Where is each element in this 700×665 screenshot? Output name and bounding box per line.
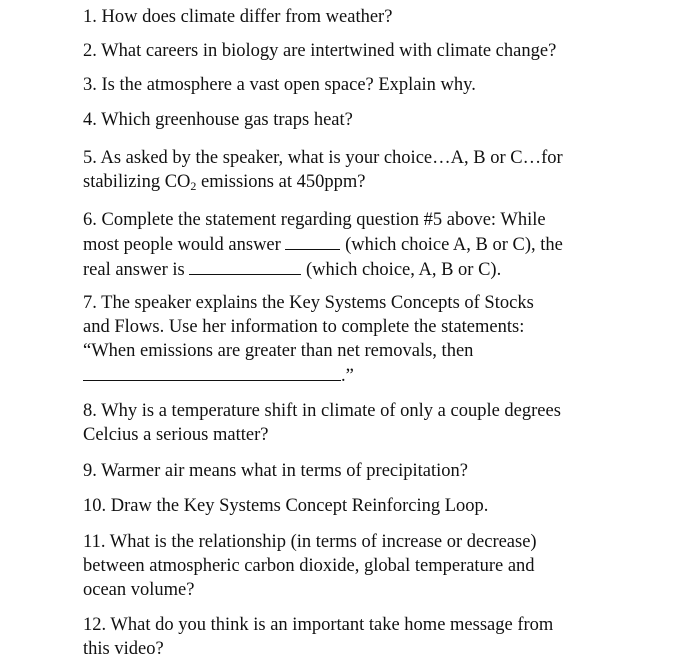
answer-blank-real-choice[interactable] — [189, 257, 301, 275]
question-6-line-2: most people would answer (which choice A, B or C), the — [83, 232, 683, 257]
question-10 — [83, 494, 683, 518]
question-1-text: 1. How does climate differ from weather? — [83, 7, 393, 27]
question-7-line-1: 7. The speaker explains the Key Systems Concepts of Stocks — [83, 293, 534, 313]
question-2-text: 2. What careers in biology are intertwined with climate change? — [83, 41, 557, 61]
question-5 — [83, 146, 683, 194]
question-8 — [83, 399, 683, 447]
question-11 — [83, 530, 683, 602]
answer-blank-stocks-flows[interactable] — [83, 363, 341, 381]
question-5-line-1: 5. As asked by the speaker, what is your choice…A, B or C…for — [83, 148, 563, 168]
question-11-line-1: 11. What is the relationship (in terms of increase or decrease) — [83, 532, 537, 552]
question-5-line-2-end: emissions at 450ppm? — [196, 172, 366, 192]
question-10-text: 10. Draw the Key Systems Concept Reinforcing Loop. — [83, 496, 489, 516]
question-7-line-3: “When emissions are greater than net removals, then — [83, 341, 474, 361]
question-3 — [83, 73, 683, 97]
question-1 — [83, 5, 683, 29]
question-3-text: 3. Is the atmosphere a vast open space? Explain why. — [83, 75, 476, 95]
question-2 — [83, 39, 683, 63]
question-11-line-2: between atmospheric carbon dioxide, global temperature and — [83, 556, 535, 576]
question-5-co2-subscript: 2 — [190, 179, 197, 193]
question-8-line-2: Celcius a serious matter? — [83, 425, 269, 445]
question-9-text: 9. Warmer air means what in terms of precipitation? — [83, 461, 468, 481]
question-11-line-3: ocean volume? — [83, 580, 195, 600]
question-12-line-2: this video? — [83, 639, 164, 659]
question-12 — [83, 613, 683, 661]
question-9 — [83, 459, 683, 483]
question-4-text: 4. Which greenhouse gas traps heat? — [83, 110, 353, 130]
question-4 — [83, 108, 683, 132]
question-7-line-4: .” — [83, 363, 683, 388]
question-6-line-3: real answer is (which choice, A, B or C). — [83, 257, 683, 282]
answer-blank-common-choice[interactable] — [285, 232, 340, 250]
question-7 — [83, 291, 683, 388]
question-5-line-2 — [83, 170, 683, 194]
question-6-line-1: 6. Complete the statement regarding question #5 above: While — [83, 210, 546, 230]
question-7-line-2: and Flows. Use her information to complete the statements: — [83, 317, 525, 337]
question-5-co2-text: stabilizing CO — [83, 172, 191, 192]
question-8-line-1: 8. Why is a temperature shift in climate of only a couple degrees — [83, 401, 561, 421]
question-12-line-1: 12. What do you think is an important take home message from — [83, 615, 554, 635]
question-6 — [83, 208, 683, 282]
